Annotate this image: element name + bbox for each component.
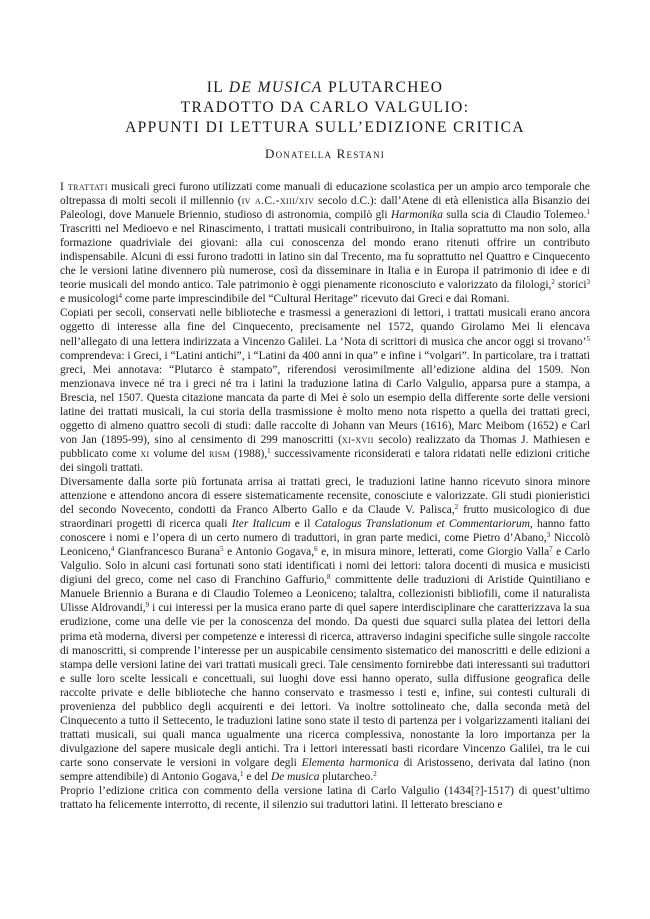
text-run: storici [554, 279, 587, 292]
body-paragraph [60, 784, 590, 812]
text-run: committente delle traduzioni di Aristide Quintiliano e Manuele Briennio a Burana e di Claudio Tolemeo a Leoniceno; talaltra, collezionisti bibliofili, come il naturalista Ulisse Aldrovandi, [60, 574, 590, 615]
text-run: Trascritti nel Medioevo e nel Rinascimento, i trattati musicali contribuirono, in Italia soprattutto ma non solo, alla formazione quadriviale dei giovani: alla cui conoscenza del mondo erano ritenuti offrire un contributo indispensabile. Alcuni di essi furono tradotti in latino sin dal Trecento, ma fu soprattutto nel Quattro e Cinquecento che le versioni latine divennero più numerose, così da disseminare in Italia e in Europa il patrimonio di idee e di teorie musicali del mondo antico. Tale patrimonio è oggi pienamente riconosciuto e valorizzato da filologi, [60, 223, 590, 292]
title-line-3: APPUNTI DI LETTURA SULL’EDIZIONE CRITICA [125, 119, 525, 136]
text-run: I trattati [60, 181, 108, 193]
text-run: rism [209, 447, 231, 460]
text-run: e musicologi [60, 293, 119, 306]
footnote-ref: 5 [220, 545, 224, 554]
body-paragraph [60, 180, 590, 306]
text-run: secolo) realizzato da Thomas J. Mathiesen e pubblicato come [60, 433, 590, 460]
text-run: Niccolò Leoniceno, [60, 532, 591, 559]
text-run: Elementa harmonica [301, 756, 399, 769]
title-line-1-prefix: IL [206, 79, 229, 96]
text-run: Catalogus Translationum et Commentariorum [314, 518, 530, 531]
title-line-1-suffix: PLUTARCHEO [322, 79, 444, 96]
body-paragraph [60, 475, 590, 784]
footnote-ref: 2 [551, 278, 555, 287]
footnote-ref: 3 [546, 531, 551, 540]
text-run: e, in misura minore, letterati, come Giorgio Valla [317, 546, 550, 559]
text-run: successivamente riconsiderati e talora ridatati nelle edizioni critiche dei singoli trattati. [60, 447, 590, 474]
text-run: Gianfrancesco Burana [114, 546, 221, 559]
footnote-ref: 9 [145, 601, 150, 610]
text-run: iv a.C.-xiii/xiv [241, 195, 315, 208]
text-run: De musica [271, 770, 320, 783]
text-run: i cui interessi per la musica erano parte di quel sapere interdisciplinare che caratterizzava la sua erudizione, come una delle vie per la conoscenza del mondo. Da questi due squarci sulla platea dei lettori della prima età moderna, diversi per competenze e interessi di ricerca, attraverso indagini specifiche sulle singole raccolte di manoscritti, si comprende l’interesse per un auspicabile censimento sistematico dei manoscritti e delle edizioni a stampa delle versioni latine dei vari trattati musicali greci. Tale censimento fornirebbe dati interessanti sui traduttori e sulle loro scelte lessicali e concettuali, sui luoghi dove essi hanno operato, sulla diffusione geografica delle raccolte private e delle biblioteche che hanno conservato e trasmesso i testi e, infine, sui contesti culturali di provenienza del pubblico degli acquirenti e dei lettori. Va inoltre sottolineato che, dalla seconda metà del Cinquecento a tutto il Settecento, le traduzioni latine sono state il testo di partenza per i volgarizzamenti italiani dei trattati musicali, sui quali manca ugualmente una ricerca complessiva, nonostante la loro importanza per la divulgazione del sapere musicale degli antichi. Tra i lettori interessati basti ricordare Vincenzo Galilei, tra le cui carte sono conservate le versioni in volgare degli [60, 602, 590, 769]
footnote-ref: 4 [118, 292, 123, 301]
text-run: e Antonio Gogava, [223, 546, 315, 559]
text-run: comprendeva: i Greci, i “Latini antichi”, i “Latini da 400 anni in qua” e infine i “volgari”. In particolare, tra i trattati greci, Mei annotava: “Plutarco è stampato”, riferendosi verosimilmente all’edizione aldina del 1509. Non menzionava invece né tra i greci né tra i latini la traduzione latina di Carlo Valgulio, apparsa pure a stampa, a Brescia, nel 1507. Questa citazione mancata da parte di Mei è solo un esempio della differente sorte delle versioni latine dei trattati musicali, la cui storia della trasmissione è molto meno nota rispetto a quella dei trattati greci, oggetto di almeno quattro secoli di studi: dalle raccolte di Johann van Meurs (1616), Marc Meibom (1652) e Carl von Jan (1895-99), sino al censimento di 299 manoscritti ( [60, 349, 590, 446]
text-run: e del [243, 770, 272, 783]
text-run: sulla scia di Claudio Tolemeo. [442, 209, 587, 222]
footnote-ref: 1 [267, 446, 271, 455]
footnote-ref: 1 [240, 769, 244, 778]
text-run: Diversamente dalla sorte più fortunata arrisa ai trattati greci, le traduzioni latine hanno ricevuto sinora minore attenzione e attendono ancora di essere sistematicamente recensite, conosciute e valorizzate. Gli studi pionieristici del secondo Novecento, condotti da Franco Alberto Gallo e da Claude V. Palisca, [60, 475, 590, 517]
text-run: Copiati per secoli, conservati nelle biblioteche e trasmessi a generazioni di lettori, i trattati musicali erano ancora oggetto di interesse alla fine del Cinquecento, precisamente nel 1572, quando Girolamo Mei li elencava nell’allegato di una lettera indirizzata a Vincenzo Galilei. La ‘Nota di scrittori di musica che ancor oggi si trovano’ [60, 307, 590, 348]
text-run: plutarcheo. [319, 770, 374, 783]
text-run: xi-xvii [341, 433, 374, 446]
text-run: frutto musicologico di due straordinari progetti di ricerca quali [60, 504, 590, 531]
footnote-ref: 2 [454, 503, 459, 512]
text-run: e Carlo Valgulio. Solo in alcuni casi fortunati sono stati identificati i nomi dei lettori: talora docenti di musica e musicisti digiuni del greco, come nel caso di Franchino Gaffurio, [60, 546, 590, 587]
footnote-ref: 1 [586, 208, 590, 217]
text-run: volume del [149, 447, 209, 460]
text-run: e il [290, 518, 315, 531]
footnote-ref: 8 [327, 573, 331, 582]
text-run: Harmonika [391, 209, 443, 222]
footnote-ref: 4 [110, 545, 115, 554]
footnote-ref: 7 [549, 545, 553, 554]
text-run: xi [140, 447, 150, 460]
footnote-ref: 3 [586, 278, 590, 287]
article-title [0, 78, 650, 138]
text-run: (1988), [230, 447, 268, 460]
text-run: come parte imprescindibile del “Cultural Heritage” ricevuto dai Greci e dai Romani. [122, 293, 510, 306]
footnote-ref: 6 [314, 545, 318, 554]
title-line-2: TRADOTTO DA CARLO VALGULIO: [180, 99, 470, 116]
footnote-ref: 5 [586, 334, 590, 343]
article-author: Donatella Restani [265, 146, 385, 161]
article-body [60, 180, 590, 812]
text-run: secolo d.C.): dall’Atene di età ellenistica alla Bisanzio dei Paleologi, dove Manuele Briennio, studioso di astronomia, compilò gli [60, 195, 590, 222]
text-run: di Aristosseno, derivata dal latino (non sempre attendibile) di Antonio Gogava, [60, 756, 591, 783]
text-run: musicali greci furono utilizzati come manuali di educazione scolastica per un ampio arco temporale che oltrepassa di molti secoli il millennio ( [60, 181, 590, 208]
text-run: , hanno fatto conoscere i nomi e l’opera di un certo numero di traduttori, in gran parte medici, come Pietro d’Abano, [60, 518, 590, 545]
text-run: Proprio l’edizione critica con commento della versione latina di Carlo Valgulio (1434[?]-1517) di quest’ultimo trattato ha felicemente interrotto, di recente, il silenzio sui traduttori latini. Il letterato bresciano e [60, 785, 590, 812]
body-paragraph [60, 306, 590, 475]
footnote-ref: 2 [373, 769, 377, 778]
title-line-1 [0, 78, 650, 98]
text-run: Iter Italicum [231, 518, 291, 531]
title-line-1-italic: DE MUSICA [228, 79, 323, 96]
